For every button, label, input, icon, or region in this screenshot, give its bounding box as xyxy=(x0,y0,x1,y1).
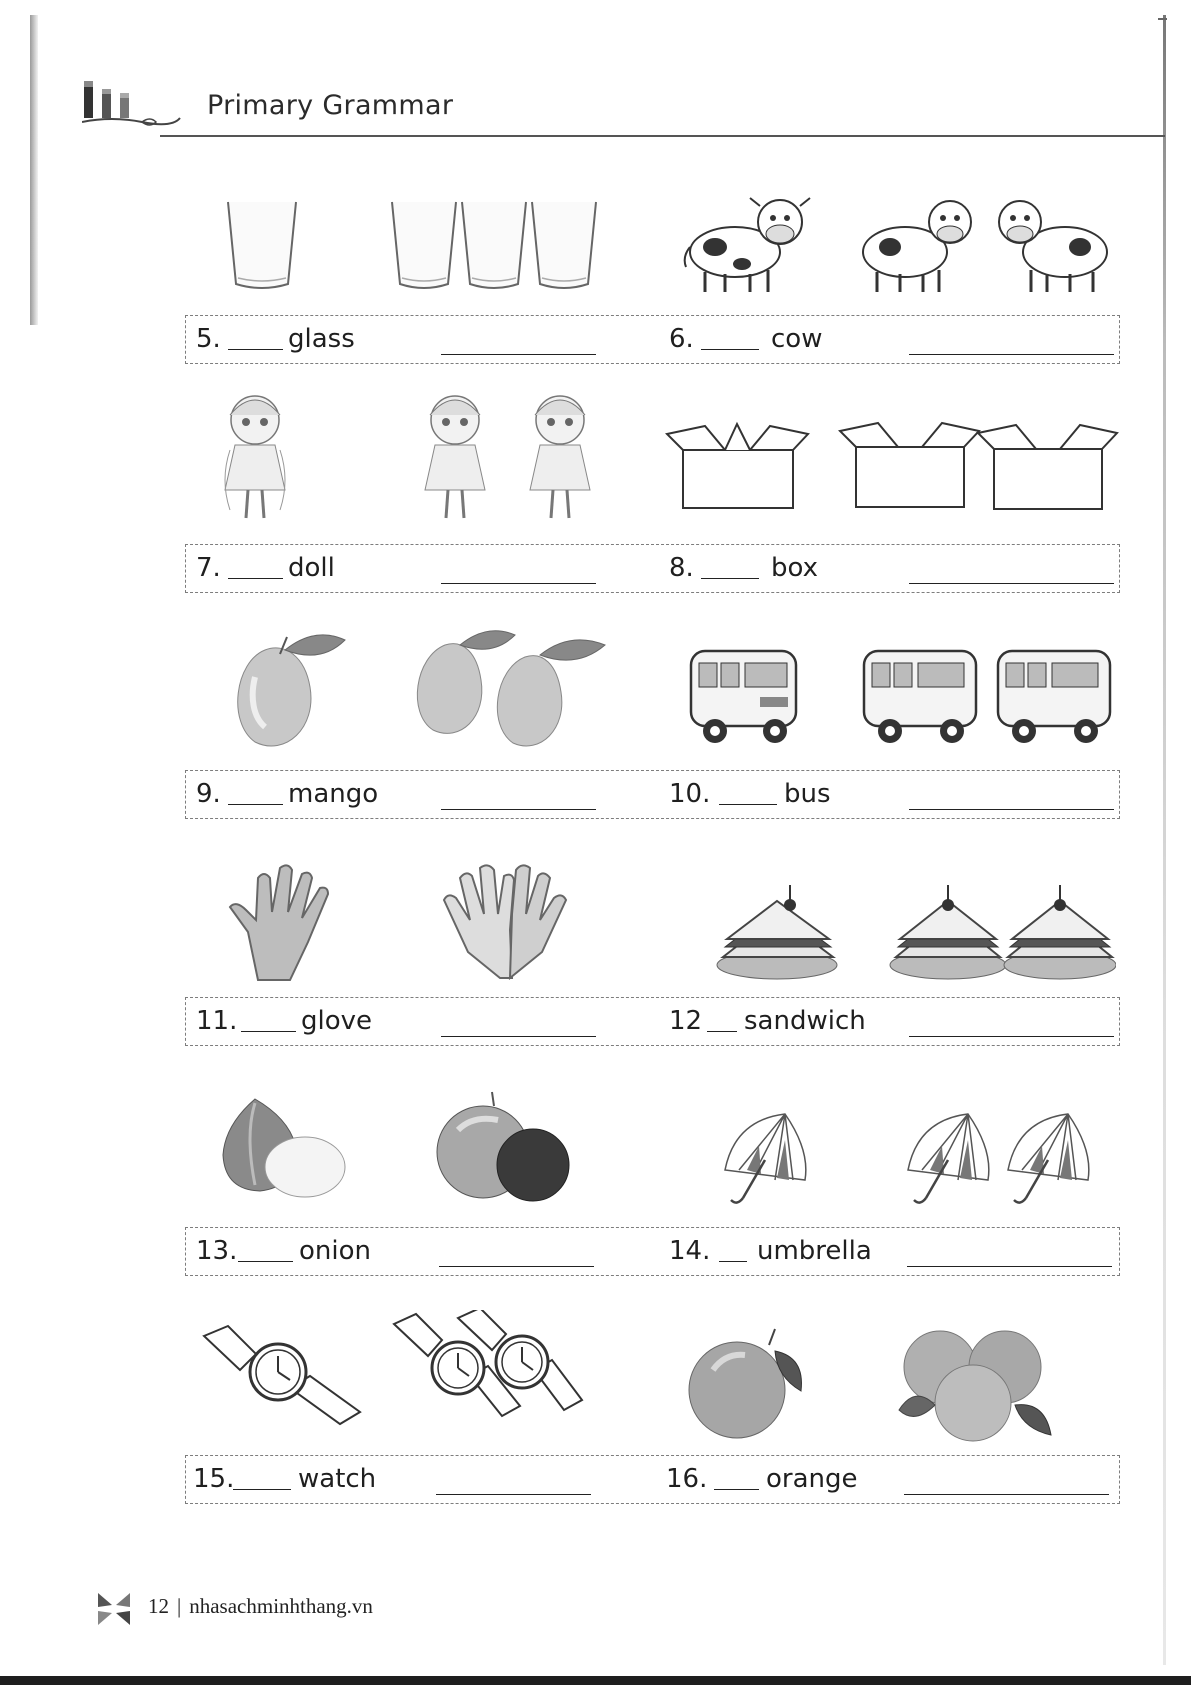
plural-answer-line[interactable] xyxy=(904,1494,1109,1495)
article-blank[interactable] xyxy=(233,1489,291,1490)
umbrellas-icon xyxy=(898,1110,1103,1210)
header-rule xyxy=(160,135,1165,137)
plural-answer-line[interactable] xyxy=(436,1494,591,1495)
plural-answer-line[interactable] xyxy=(909,1036,1114,1037)
item-word: box xyxy=(771,553,818,583)
plural-answer-line[interactable] xyxy=(441,583,596,584)
book-title: Primary Grammar xyxy=(207,90,454,121)
plural-answer-line[interactable] xyxy=(441,1036,596,1037)
item-word: cow xyxy=(771,324,823,354)
plural-answer-line[interactable] xyxy=(441,354,596,355)
article-blank[interactable] xyxy=(238,1261,293,1262)
watch-icon xyxy=(200,1322,365,1427)
item-number: 8. xyxy=(669,553,694,583)
publisher-logo-icon xyxy=(96,1591,132,1627)
item-number: 15. xyxy=(193,1464,235,1494)
article-blank[interactable] xyxy=(241,1031,296,1032)
onions-icon xyxy=(428,1090,573,1205)
sandwich-icon xyxy=(715,885,840,983)
item-number: 16. xyxy=(666,1464,708,1494)
article-blank[interactable] xyxy=(701,578,759,579)
item-word: mango xyxy=(288,779,379,809)
cows-icon xyxy=(855,192,1115,297)
plural-answer-line[interactable] xyxy=(441,809,596,810)
sandwiches-icon xyxy=(888,885,1116,983)
item-number: 10. xyxy=(669,779,711,809)
mango-icon xyxy=(225,632,355,750)
exercise-row xyxy=(185,315,1120,364)
plural-answer-line[interactable] xyxy=(909,583,1114,584)
article-blank[interactable] xyxy=(228,578,283,579)
pencils-logo-icon xyxy=(82,76,182,136)
cow-icon xyxy=(680,192,815,297)
onion-icon xyxy=(215,1095,350,1200)
scan-bottom-edge xyxy=(0,1676,1191,1685)
exercise-row xyxy=(185,770,1120,819)
article-blank[interactable] xyxy=(719,804,777,805)
item-number: 11. xyxy=(196,1006,238,1036)
glove-icon xyxy=(228,862,338,982)
item-number: 12 xyxy=(669,1006,703,1036)
article-blank[interactable] xyxy=(701,349,759,350)
box-icon xyxy=(665,420,810,512)
item-word: umbrella xyxy=(757,1236,872,1266)
umbrella-icon xyxy=(715,1110,815,1210)
item-word: sandwich xyxy=(744,1006,866,1036)
plural-answer-line[interactable] xyxy=(439,1266,594,1267)
item-number: 7. xyxy=(196,553,221,583)
scan-edge-left xyxy=(30,15,38,325)
page-footer xyxy=(148,1594,373,1619)
item-word: onion xyxy=(299,1236,371,1266)
article-blank[interactable] xyxy=(228,349,283,350)
item-number: 13. xyxy=(196,1236,238,1266)
scan-edge-tick xyxy=(1158,18,1167,20)
item-word: glove xyxy=(301,1006,373,1036)
item-word: bus xyxy=(784,779,831,809)
exercise-row xyxy=(185,544,1120,593)
exercise-row xyxy=(185,1455,1120,1504)
exercise-row xyxy=(185,1227,1120,1276)
page-number: 12 xyxy=(148,1594,169,1618)
article-blank[interactable] xyxy=(714,1489,759,1490)
orange-icon xyxy=(685,1325,810,1440)
glass-icon xyxy=(222,198,302,294)
publisher-website: nhasachminhthang.vn xyxy=(189,1594,373,1618)
plural-answer-line[interactable] xyxy=(909,354,1114,355)
article-blank[interactable] xyxy=(719,1261,747,1262)
item-number: 9. xyxy=(196,779,221,809)
mangoes-icon xyxy=(405,625,620,750)
item-number: 14. xyxy=(669,1236,711,1266)
scan-edge-right xyxy=(1163,15,1166,1665)
gloves-icon xyxy=(440,860,570,980)
dolls-icon xyxy=(410,390,620,530)
footer-separator: | xyxy=(177,1594,182,1618)
item-number: 6. xyxy=(669,324,694,354)
boxes-icon xyxy=(838,417,1120,512)
plural-answer-line[interactable] xyxy=(909,809,1114,810)
bus-icon xyxy=(685,645,810,750)
plural-answer-line[interactable] xyxy=(907,1266,1112,1267)
item-word: glass xyxy=(288,324,355,354)
item-number: 5. xyxy=(196,324,221,354)
doll-icon xyxy=(210,390,300,530)
item-word: orange xyxy=(766,1464,858,1494)
watches-icon xyxy=(390,1310,585,1435)
item-word: doll xyxy=(288,553,335,583)
article-blank[interactable] xyxy=(228,804,283,805)
item-word: watch xyxy=(298,1464,377,1494)
article-blank[interactable] xyxy=(707,1031,737,1032)
buses-icon xyxy=(858,645,1120,750)
oranges-icon xyxy=(895,1325,1055,1447)
glasses-icon xyxy=(388,198,603,294)
exercise-row xyxy=(185,997,1120,1046)
